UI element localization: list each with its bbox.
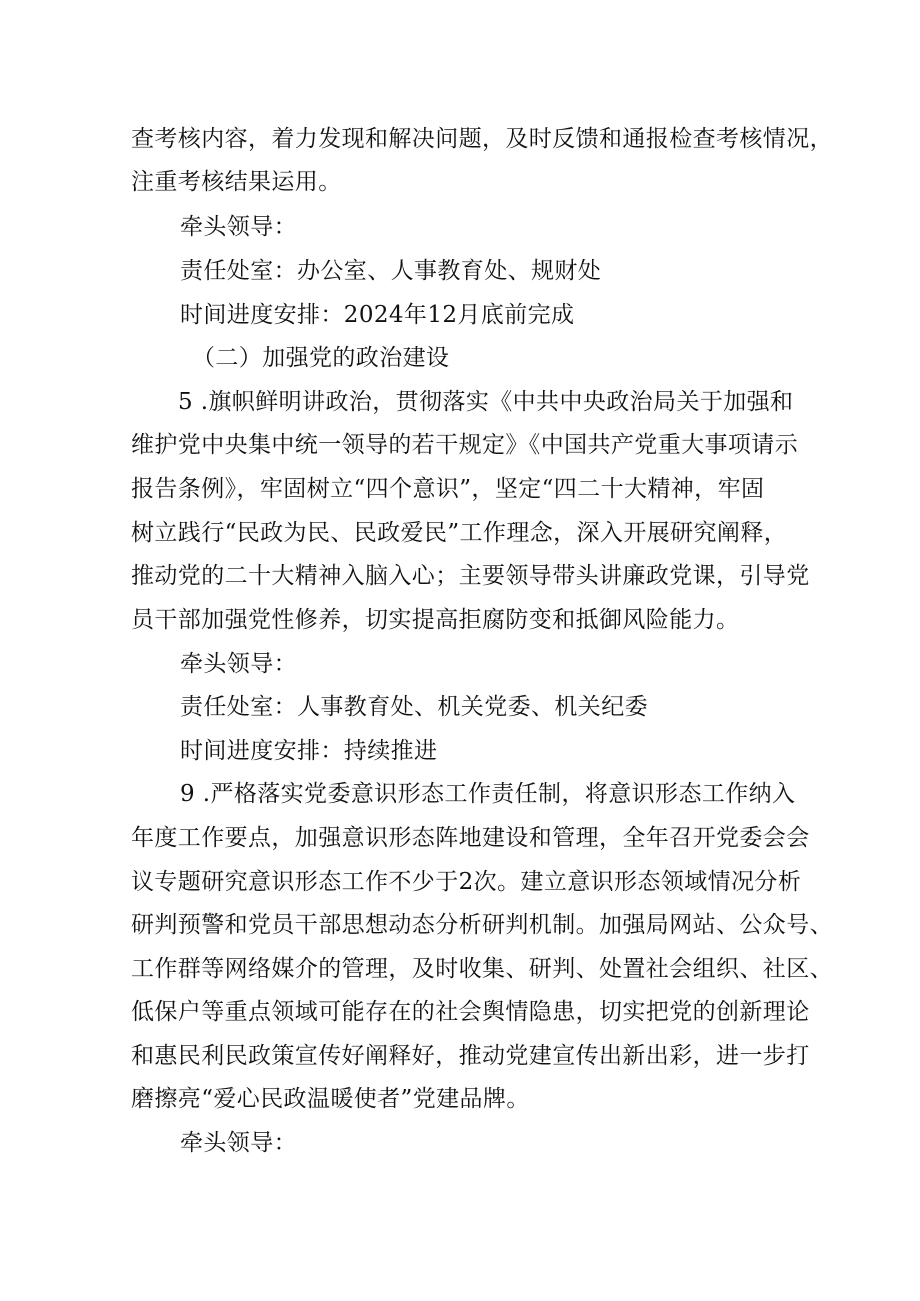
- responsible-office-line: 责任处室：办公室、人事教育处、规财处: [180, 258, 602, 284]
- responsible-office-line: 责任处室：人事教育处、机关党委、机关纪委: [180, 694, 648, 720]
- paragraph-line: 查考核内容，着力发现和解决问题，及时反馈和通报检查考核情况，: [131, 126, 833, 152]
- paragraph-line: 注重考核结果运用。: [131, 169, 342, 195]
- paragraph-line: 9 .严格落实党委意识形态工作责任制，将意识形态工作纳入: [180, 781, 796, 807]
- schedule-line: 时间进度安排：2024年12月底前完成: [180, 302, 575, 328]
- lead-leader-label: 牵头领导：: [180, 1130, 297, 1156]
- lead-leader-label: 牵头领导：: [180, 214, 297, 240]
- paragraph-line: 树立践行“民政为民、民政爱民”工作理念，深入开展研究阐释，: [131, 520, 788, 546]
- paragraph-line: 议专题研究意识形态工作不少于2次。建立意识形态领域情况分析: [131, 869, 802, 895]
- paragraph-line: 推动党的二十大精神入脑入心；主要领导带头讲廉政党课，引导党: [131, 563, 810, 589]
- paragraph-line: 工作群等网络媒介的管理，及时收集、研判、处置社会组织、社区、: [131, 956, 833, 982]
- paragraph-line: 磨擦亮“爱心民政温暖使者”党建品牌。: [131, 1086, 530, 1112]
- paragraph-line: 报告条例》，牢固树立“四个意识”，坚定“四二十大精神，牢固: [131, 476, 765, 502]
- schedule-line: 时间进度安排：持续推进: [180, 738, 438, 764]
- section-heading: （二）加强党的政治建设: [192, 345, 450, 371]
- paragraph-line: 低保户等重点领域可能存在的社会舆情隐患，切实把党的创新理论: [131, 999, 810, 1025]
- paragraph-line: 研判预警和党员干部思想动态分析研判机制。加强局网站、公众号、: [131, 912, 833, 938]
- paragraph-line: 年度工作要点，加强意识形态阵地建设和管理，全年召开党委会会: [131, 825, 810, 851]
- paragraph-line: 和惠民利民政策宣传好阐释好，推动党建宣传出新出彩，进一步打: [131, 1043, 810, 1069]
- paragraph-line: 5 .旗帜鲜明讲政治，贯彻落实《中共中央政治局关于加强和: [178, 389, 794, 415]
- lead-leader-label: 牵头领导：: [180, 651, 297, 677]
- paragraph-line: 维护党中央集中统一领导的若干规定》《中国共产党重大事项请示: [131, 432, 799, 458]
- paragraph-line: 员干部加强党性修养，切实提高拒腐防变和抵御风险能力。: [131, 607, 740, 633]
